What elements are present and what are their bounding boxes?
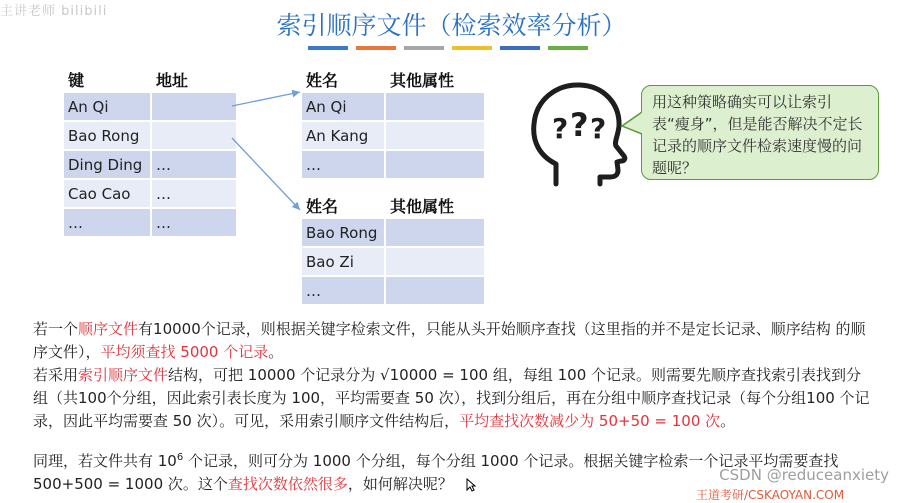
table-cell: … <box>64 209 152 238</box>
table-cell: Bao Rong <box>64 122 152 151</box>
p3-exponent: 6 <box>176 452 184 463</box>
table-cell: An Kang <box>302 122 386 151</box>
table-cell: An Qi <box>302 93 386 122</box>
p2-text-1: 若采用 <box>33 366 79 384</box>
table-cell: … <box>152 180 238 209</box>
bottom-watermark: 王道考研/CSKAOYAN.COM <box>696 488 845 502</box>
paragraph-2 <box>33 364 873 433</box>
speech-bubble: 用这种策略确实可以让索引表“瘦身”，但是能否解决不定长记录的顺序文件检索速度慢的问题呢？ <box>641 85 879 180</box>
csdn-watermark: CSDN @reduceanxiety <box>719 466 889 484</box>
svg-text:?: ? <box>552 112 569 145</box>
table-cell: … <box>152 151 238 180</box>
p1-text-2: 有10000个记录，则根据关键字检索文件，只能从头开始顺序查找（这里指的并不是定长记录、顺序结构 的顺序文件）， <box>33 320 866 361</box>
table-cell: Ding Ding <box>64 151 152 180</box>
top-watermark: 主讲老师 bilibili <box>0 4 108 19</box>
p3-highlight-1: 查找次数依然很多 <box>227 475 348 493</box>
index-header-address: 地址 <box>156 71 189 90</box>
p1-text-3: 。 <box>268 343 284 361</box>
p2-text-3: 。 <box>720 412 736 430</box>
table-cell: … <box>302 151 386 180</box>
group2-header-attrs: 其他属性 <box>390 197 455 216</box>
arrow-to-group2 <box>232 138 300 210</box>
p2-highlight-1: 索引顺序文件 <box>78 366 169 384</box>
p2-highlight-2: 平均查找次数减少为 50+50 = 100 次 <box>459 412 721 430</box>
table-cell: … <box>152 209 238 238</box>
index-header-key: 键 <box>68 71 85 90</box>
slide-title: 索引顺序文件（检索效率分析） <box>276 11 627 40</box>
p1-highlight-2: 平均须查找 5000 个记录 <box>100 343 269 361</box>
svg-text:?: ? <box>590 112 607 145</box>
p2-text-2: 结构，可把 10000 个记录分为 √10000 = 100 组，每组 100 个记录。则需要先顺序查找索引表找到分组（共100个分组，因此索引表长度为 100，平均需要查 50 次），找到分组后，再在分组中顺序查找记录（每个分组100 个记录，因此平均需要查 50 次）。可见，采用索引顺序文件结构后， <box>33 366 870 430</box>
p3-text-2: 个记录，则可分为 1000 个分组，每个分组 1000 个记录。根据关键字检索一个记录平均需要查找 500+500 = 1000 次。这个 <box>33 452 839 493</box>
p3-text-1: 同理，若文件共有 10 <box>33 452 177 470</box>
table-cell: Cao Cao <box>64 180 152 209</box>
mouse-cursor-icon <box>466 478 476 492</box>
group2-header-name: 姓名 <box>306 197 339 216</box>
p1-text-1: 若一个 <box>33 320 79 338</box>
table-cell: An Qi <box>64 93 152 122</box>
group1-header-attrs: 其他属性 <box>390 71 455 90</box>
svg-text:?: ? <box>570 106 589 144</box>
p1-highlight-1: 顺序文件 <box>78 320 139 338</box>
table-cell: … <box>302 277 386 306</box>
group1-header-name: 姓名 <box>306 71 339 90</box>
paragraph-1 <box>33 318 873 364</box>
table-cell: Bao Zi <box>302 248 386 277</box>
arrow-to-group1 <box>232 92 300 106</box>
p3-text-3: ，如何解决呢？ <box>347 475 453 493</box>
head-with-question-marks-icon <box>526 80 626 188</box>
table-cell: Bao Rong <box>302 219 386 248</box>
